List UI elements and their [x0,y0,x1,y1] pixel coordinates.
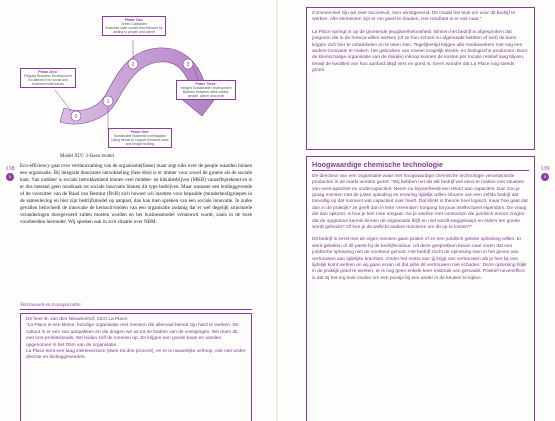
phase-three-box [176,80,236,100]
phase-one-box [108,128,172,148]
box-paragraph: Dit bedrijf is eerst met de eigen mensen gaan praten of ze een juridisch getinte oplossing willen. Er werd gekeken of dit paste bij de bedrijfscultuur. Uit deze gesprekken kwam naar voren dat een juridische oplossing niet de voorkeur genoot. Het bedrijf zocht de oplossing toen in het geven van vertrouwen aan tijdelijke krachten. Onder het motto van 'jij krijgt ons vertrouwen als je hier bij ons tijdelijk komt werken en wij gaan ervan uit dat jullie dit vertrouwen niet schaden.' Deze oplossing blijkt in de praktijk goed te werken, er is nog geen enkele keer misbruik van gemaakt. Positief neveneffect is dat zij het erg leuk vinden om een poosje bij een ander in de keuken te kijken. [312,237,527,281]
phase-line: Green Capitalism [120,22,148,26]
la-place-continuation-box [306,7,535,150]
phase-line: No attention for social and [28,78,68,82]
section-subheading: Vertrouwen en transparantie [20,302,81,308]
phase-marker-label: 0 [74,114,78,120]
page-number-text: 138 [5,166,15,172]
page-number-dot: 5 [541,173,549,181]
phase-title: Phase One: [130,130,150,134]
phase-line: environmental issues [32,82,64,86]
phase-line: and image building [125,142,155,146]
quote-text: "La Place is een kleine, bondige organisatie met mensen die allemaal bereid zijn hard te werken. De cultuur is er een van aanpakken en die dragen we uit tot de bodem van de vestigingen. We doen dit met non-professionals. We leiden zelf de mensen op. Ze krijgen een goede baan en worden opgenomen in het DNA van de organisatie. La Place kent een laag ziekteverzuim (twee tot drie procent), en er is nauwelijks verloop, ook niet onder directie en leidinggevenden. [26,323,246,361]
left-page [0,0,277,421]
phase-marker-label: 2 [131,62,135,68]
phase-zero-box [20,68,76,88]
page-number-left [3,166,17,181]
chemical-technology-box [306,156,535,421]
box-paragraph: Commercieel zijn we zeer succesvol, zeer winstgevend. Dit maakt het leuk om voor dit bedrijf te werken. Alle elementen zijn er om goed te draaien. Het resultaat is er ook naar." [312,11,516,23]
box-paragraph: La Place springt in op de groeiende jeugdwerkeloosheid. Binnen het bedrijf is afgesproken dat jongeren die in de horeca willen werken (of ze hun school nu afgemaakt hebben of niet) de kans krijgen zich hier te ontwikkelen en te laten zien. Tegelijkertijd krijgen alle medewerkers met nog een andere innovatie te maken: het gebruiken van zoveel mogelijk streek- en biologische producten. Door de kleinschalige organisatie van de (lokale) inkoop kunnen de kosten per locatie relatief laag blijven, terwijl de kwaliteit van hun aanbod altijd vers en goed is. Geen wonder dat La Place nog steeds groeit. [312,29,528,74]
figure-caption: Model XIV: 3-fasen model [60,154,114,159]
subheading-rule [20,309,252,310]
phase-two-box [102,16,166,36]
phase-line: adding to people and planet [113,30,155,34]
phase-line: people, planet and profit [187,94,225,98]
phase-title: Phase Two: [124,18,144,22]
page-number-dot: 5 [6,173,14,181]
quote-attribution: De heer B. van den Nieuwenhof, CEO La Place: [26,317,129,322]
page-number-right [538,166,552,181]
box-title-rule [312,170,529,171]
phase-title: Phase Zero: [38,70,58,74]
three-phase-diagram [20,4,238,152]
body-paragraph: Eco-efficiency gaat over verduurzaming van de organisatie(fasen) maar zegt niks over de people waarden binnen een organisatie. Bij integrale duurzame ontwikkeling (fase drie) is er immer voor zowel de groene als de sociale kant. Van oudsher is sociale betrokkenheid binnen veel midden- en kleinbedrijven (MKB) vanzelfsprekend en is er dus meestal geen noodzaak tot sociale innovatie binnen dit type bedrijven. Maar wanneer een leidinggevende of de voorzitter van de Raad van Bestuur (RvB) zich bewust wil inzetten voor bepaalde (minderheid)groepen in de samenleving en hier zijn bedrijfsmodel op aanpast, dan kan men spreken van een sociale innovatie. In zulke gevallen beïnvloedt de innovatie de kernactiviteiten van een organisatie zodanig dat er wel degelijk structurele veranderingen doorgevoerd zullen moeten worden en het businessmodel vernieuwd wordt, zoals in de twee voorbeelden hieronder. Wij spreken ook in zo'n situatie over NBM. [20,163,252,225]
phase-title: Phase Three: [195,82,217,86]
phase-line: Using trends to support business case [111,138,169,142]
phase-marker-label: 3 [186,62,190,68]
box-paragraph: De directeur van een organisatie waar met hoogwaardige chemische technologie verantwoorde producten in de markt worden gezet: "Wij hebben net als elk bedrijf wel eens te maken met situaties van overcapaciteit en ondercapaciteit. Neem nu bijvoorbeeld een tekort aan capaciteit. Dan zou je graag mensen met de juiste opleiding en ervaring tijdelijk willen inhuren van een zelfde bedrijf dat toevallig op dat moment wat capaciteit over heeft. Dat klinkt in theorie heel logisch, maar hoe gaat dat dan in de praktijk? Je geeft dan in feite 'vreemden' toegang tot jouw intellectueel eigendom. De vraag die dan opkomt, is hoe je hier mee omgaat. Ga je werken met contracten die juridisch ervoor zorgen dat de opgedane kennis binnen de organisatie blijft en niet wordt weggekaapt en elders ten goede wordt gebruikt? Of kun je dit wellicht andere manieren om dit op te lossen?" [312,173,528,230]
phase-marker-label: 1 [106,99,110,105]
phase-line: Business case comes first followed by [105,26,163,30]
phase-line: Balance between value added, [182,90,230,94]
phase-line: Sustainable Business Investigation [113,134,167,138]
page-number-text: 139 [540,166,550,172]
box-title: Hoogwaardige chemische technologie [312,160,443,169]
phase-line: Regular Business Development [24,74,72,78]
quote-box-la-place [20,313,252,421]
connector-line [55,90,71,111]
phase-line: Integral Sustainable Development [180,86,232,90]
